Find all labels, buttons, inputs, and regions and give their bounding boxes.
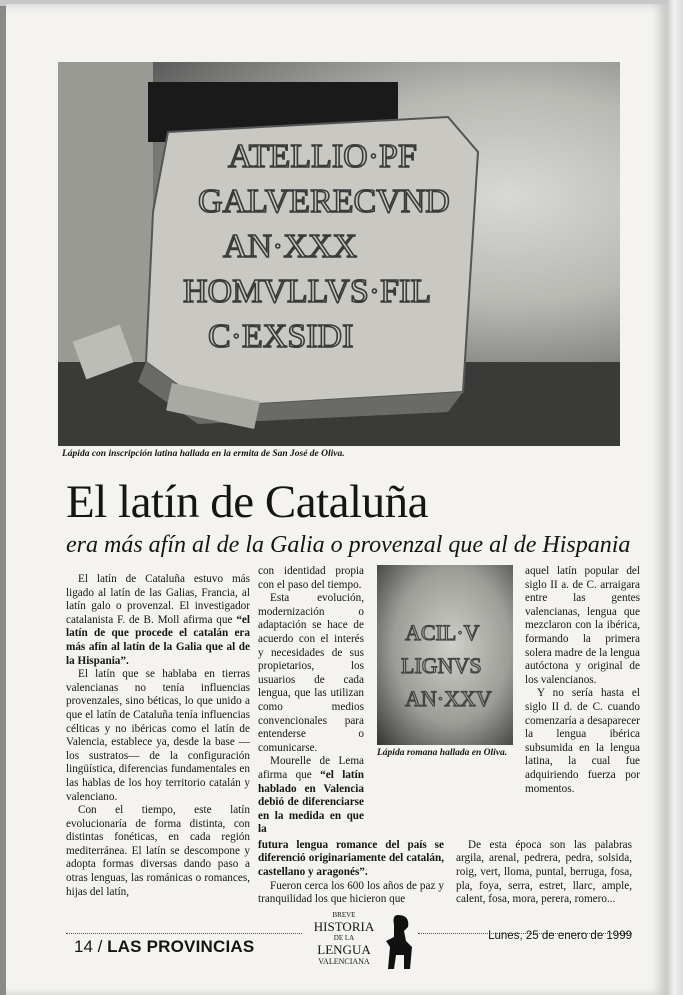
iberian-warrior-icon xyxy=(384,913,416,971)
paragraph xyxy=(258,839,444,880)
article-subtitle: era más afín al de la Galia o provenzal que al de Hispania xyxy=(66,532,631,558)
article-column-2-continued xyxy=(258,839,444,907)
logo-text: BREVE xyxy=(332,910,356,919)
article-column-2 xyxy=(258,565,364,837)
article-bottom-row xyxy=(258,839,632,907)
article-column-3 xyxy=(525,565,640,796)
scan-edge-right xyxy=(668,0,683,995)
article-top-row xyxy=(258,565,640,837)
page-footer xyxy=(66,910,632,975)
inset-photo-caption: Lápida romana hallada en Oliva. xyxy=(377,748,508,758)
paragraph: De esta época son las palabras argila, arenal, pedrera, pedra, solsida, roig, vert, lloma, puntal, berruga, fosa, pla, foya, serra, estret, llarc, ample, calent, fosa, mora, perera, romero... xyxy=(456,838,632,906)
article-body xyxy=(66,565,640,907)
inscription-line: ACIL·V xyxy=(405,620,480,645)
inscription-line: HOMVLLVS·FIL xyxy=(183,273,432,310)
footer-rule xyxy=(66,933,302,934)
inscription-line: C·EXSIDI xyxy=(208,318,354,355)
article-right-area xyxy=(258,565,640,907)
paragraph: Con el tiempo, este latín evolucionaría de forma distinta, con distintas fonéticas, en cada región mediterránea. El latín se descompone y adopta formas diversas dando paso a otras lenguas, las románicas o romances, hijas del latín, xyxy=(66,804,250,898)
quote-mourelle-continued: futura lengua romance del país se diferenció originariamente del catalán, castellano y aragonés”. xyxy=(258,838,444,879)
article-column-3-continued xyxy=(456,839,632,907)
logo-text: HISTORIA xyxy=(313,918,375,934)
inscription-line: AN·XXX xyxy=(223,228,358,265)
article-title: El latín de Cataluña xyxy=(66,476,428,528)
inscription-line: AN·XXV xyxy=(405,686,492,711)
logo-text: LENGUA xyxy=(317,941,371,957)
article-column-1 xyxy=(66,565,250,899)
series-logo xyxy=(306,911,382,967)
publication-name: LAS PROVINCIAS xyxy=(107,936,255,956)
page-number xyxy=(74,937,254,957)
inset-photo-block xyxy=(377,565,517,759)
quote-mourelle: “el latín hablado en Valencia debió de diferenciarse en la medida en que la xyxy=(258,768,364,836)
quote-moll: “el latín de que procede el catalán era más afín al latín de la Galia que al de la Hispania”. xyxy=(66,613,250,667)
inscription-line: ATELLIO·PF xyxy=(228,138,417,175)
paragraph xyxy=(258,755,364,837)
inscription-line: GALVERECVND xyxy=(198,183,450,220)
paragraph-text: El latín de Cataluña estuvo más ligado al latín de las Galias, Francia, al latín galo o provenzal. El investigador catalanista F. de B. Moll afirma que xyxy=(66,573,250,626)
article xyxy=(66,0,640,995)
paragraph: Fueron cerca los 600 los años de paz y tranquilidad los que hicieron que xyxy=(258,879,444,906)
paragraph: El latín que se hablaba en tierras valencianas no tenía influencias provenzales, sino béticas, lo que unido a que el latín de Cataluña tenía influencias célticas y no ibéricas como el latín de Valencia, establece ya, desde la base —los sustratos— de la configuración lingüística, diferencias fundamentales en las hablas de los hoy territorio catalán y valenciano. xyxy=(66,668,250,803)
page-number-text: 14 / xyxy=(74,936,103,956)
paragraph: Y no sería hasta el siglo II d. de C. cuando comenzaría a desaparecer la lengua ibérica subsumida en la lengua latina, la cual fue adquiriendo fuerza por momentos. xyxy=(525,687,640,795)
paragraph-text: Mourelle de Lema afirma que xyxy=(258,755,364,781)
paragraph: Esta evolución, modernización o adaptación se hace de acuerdo con el interés y necesidades de sus propietarios, los usuarios de cada lengua, que las utilizan como medios convencionales para entenderse o comunicarse. xyxy=(258,592,364,754)
paragraph: aquel latín popular del siglo II a. de C. arraigara entre las gentes valencianas, lengua que mezclaron con la ibérica, formando la primera solera madre de la lengua autóctona y original de los valencianos. xyxy=(525,565,640,686)
inset-photo-roman-stele xyxy=(377,565,513,745)
logo-text: VALENCIANA xyxy=(318,956,370,966)
main-photo-caption: Lápida con inscripción latina hallada en la ermita de San José de Oliva. xyxy=(62,449,345,459)
paragraph xyxy=(66,573,250,668)
logo-text: DE LA xyxy=(333,933,355,942)
paragraph: con identidad propia con el paso del tiempo. xyxy=(258,565,364,591)
issue-date: Lunes, 25 de enero de 1999 xyxy=(488,929,632,942)
inscription-line: LIGNVS xyxy=(401,653,482,678)
